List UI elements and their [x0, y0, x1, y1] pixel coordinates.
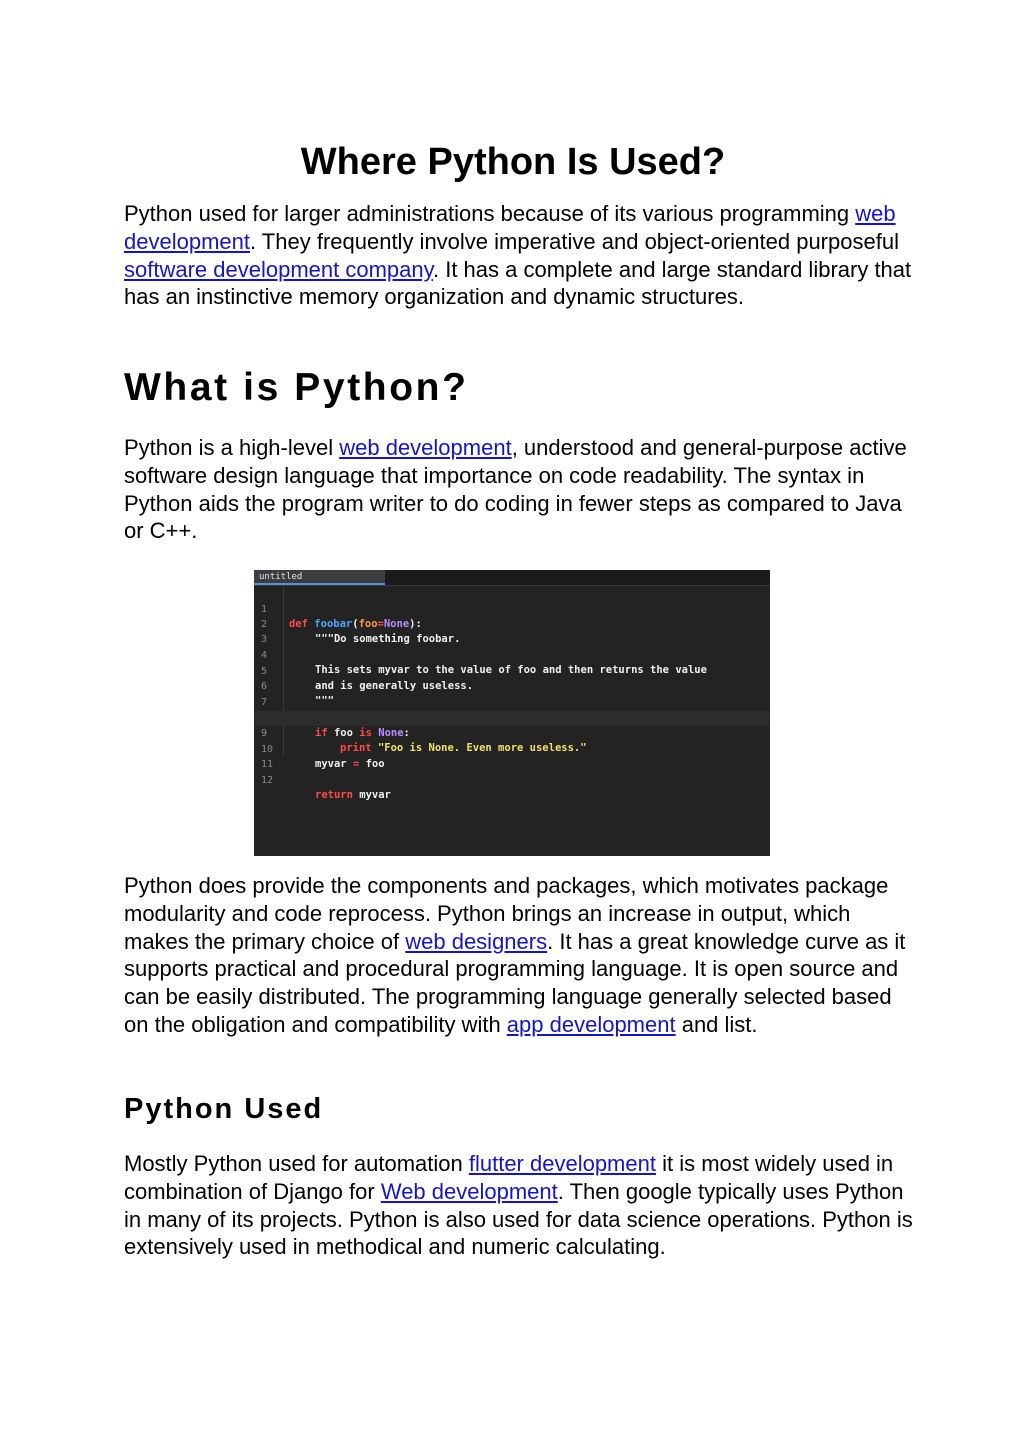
line-number: 9 [261, 728, 268, 739]
code-text [315, 788, 391, 803]
what-text-1: Python is a high-level [124, 435, 340, 460]
colon: : [403, 727, 410, 739]
paren-close: ): [409, 618, 422, 630]
operator-eq: = [377, 618, 384, 630]
line-number: 10 [261, 744, 274, 755]
constant-none: None [378, 727, 404, 739]
function-name: foobar [314, 618, 353, 630]
line-number: 7 [261, 697, 268, 708]
keyword-if: if [315, 727, 328, 739]
intro-text-2: . They frequently involve imperative and object-oriented purposeful [249, 228, 899, 254]
code-line [254, 633, 770, 676]
docstring-line: and is generally useless. [315, 680, 474, 692]
web-development-link[interactable]: web development [124, 201, 896, 254]
software-development-company-link[interactable]: software development company [124, 256, 433, 282]
intro-paragraph [124, 200, 914, 311]
constant-none: None [383, 618, 410, 630]
components-text-3: and list. [675, 1011, 758, 1037]
line-number: 4 [261, 650, 268, 661]
code-editor-screenshot [254, 570, 770, 856]
string-literal: "Foo is None. Even more useless." [377, 742, 587, 754]
used-text-1: Mostly Python used for automation [124, 1151, 469, 1176]
what-text-2: , understood and general-purpose active software design language that importance on code readability. The syntax in Python aids the program writer to do coding in fewer steps as compared to Java or C++. [124, 435, 907, 544]
python-used-paragraph [124, 1150, 914, 1261]
line-number: 3 [261, 634, 268, 645]
line-number: 2 [261, 619, 268, 630]
used-text-3: . Then google typically uses Python in many of its projects. Python is also used for data science operations. Python is extensively used in methodical and numeric calculating. [124, 1178, 913, 1260]
code-line [254, 758, 770, 801]
intro-text-3: . It has a complete and large standard library that has an instinctive memory organization and dynamic structures. [124, 256, 912, 310]
line-number: 11 [261, 759, 274, 770]
docstring-end: """ [315, 695, 334, 707]
intro-text-1: Python used for larger administrations because of its various programming [124, 201, 856, 226]
code-line [254, 680, 770, 708]
line-number: 5 [261, 666, 268, 677]
editor-tab-bar [254, 570, 770, 586]
what-is-python-paragraph [124, 434, 914, 545]
page-title: Where Python Is Used? [300, 141, 726, 183]
paren-open: ( [352, 618, 359, 630]
keyword-return: return [315, 789, 353, 801]
line-number: 12 [261, 775, 274, 786]
used-text-2: it is most widely used in combination of Django for [124, 1151, 894, 1204]
code-line [254, 696, 770, 739]
components-paragraph [124, 872, 914, 1039]
components-text-2: . It has a great knowledge curve as it supports practical and procedural programming language. It is open source and can be easily distributed. The programming language generally selected based on the obligation and compatibility with [124, 928, 906, 1037]
docstring-start: """Do something foobar. [315, 633, 461, 645]
operator-eq: = [352, 758, 360, 770]
app-development-link[interactable]: app development [506, 1011, 676, 1037]
line-number: 6 [261, 681, 268, 692]
editor-tab-untitled: untitled [254, 570, 385, 585]
code-line [254, 587, 770, 630]
docstring-line: This sets myvar to the value of foo and then returns the value [315, 664, 707, 676]
line-number: 1 [261, 604, 268, 615]
heading-what-is-python: What is Python? [124, 366, 469, 409]
identifier-foo: foo [327, 727, 360, 739]
web-development-link-3[interactable]: Web development [380, 1178, 558, 1204]
web-designers-link[interactable]: web designers [405, 928, 548, 954]
identifier-myvar: myvar [315, 758, 353, 770]
heading-python-used: Python Used [124, 1093, 324, 1125]
keyword-def: def [289, 618, 308, 630]
keyword-is: is [359, 727, 372, 739]
components-text-1: Python does provide the components and packages, which motivates package modularity and code reprocess. Python brings an increase in output, which makes the primary choice of [124, 873, 889, 954]
identifier-foo: foo [359, 758, 385, 770]
keyword-print: print [340, 742, 372, 754]
param-foo: foo [358, 618, 378, 630]
identifier-myvar: myvar [352, 789, 391, 801]
flutter-development-link[interactable]: flutter development [468, 1151, 656, 1176]
web-development-link-2[interactable]: web development [339, 435, 512, 460]
